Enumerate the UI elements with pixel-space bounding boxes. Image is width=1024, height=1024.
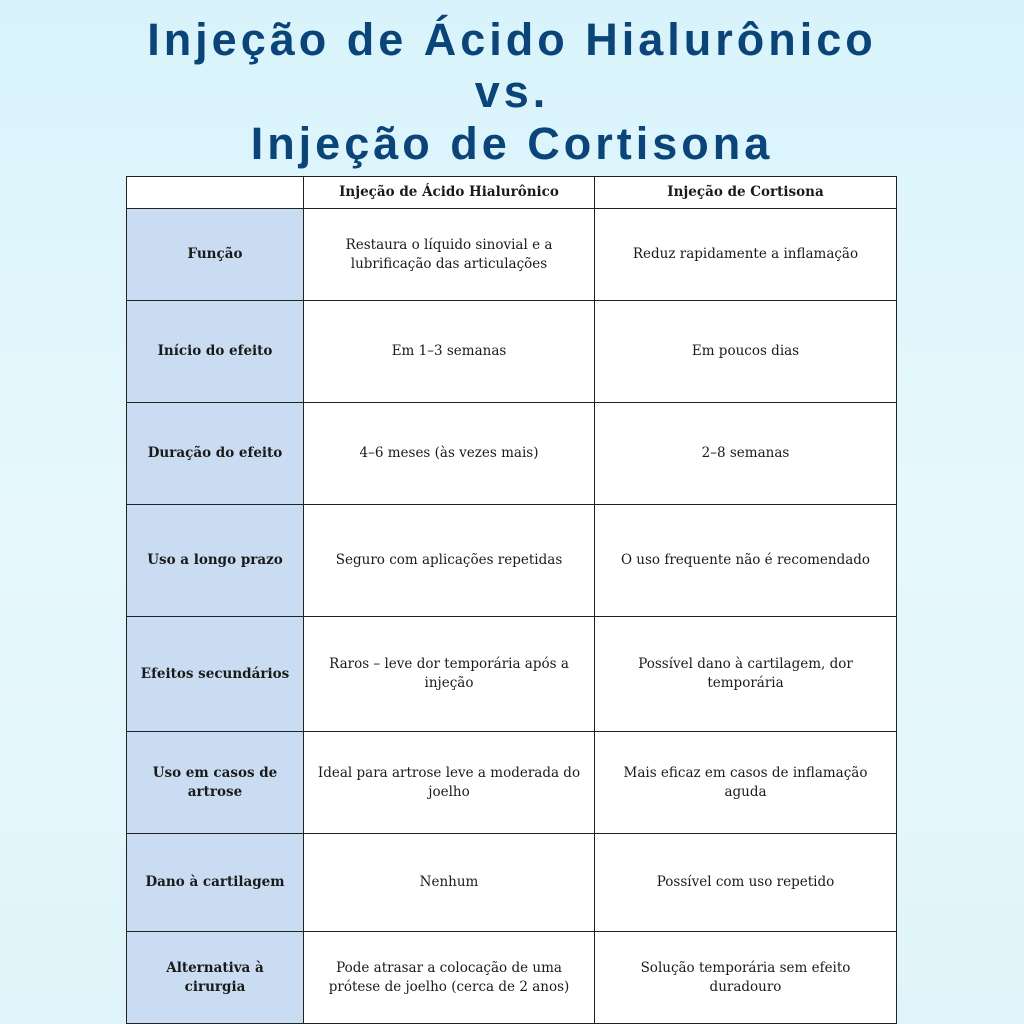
cortisone-cell: Em poucos dias	[595, 301, 897, 403]
table-header-hyaluronic: Injeção de Ácido Hialurônico	[304, 177, 595, 209]
table-row	[127, 932, 897, 1024]
table-row	[127, 505, 897, 617]
title-line-3: Injeção de Cortisona	[250, 118, 774, 169]
row-label: Alternativa à cirurgia	[127, 932, 304, 1024]
hyaluronic-cell: Restaura o líquido sinovial e a lubrificação das articulações	[304, 209, 595, 301]
table-row	[127, 403, 897, 505]
cortisone-cell: Possível dano à cartilagem, dor temporária	[595, 617, 897, 732]
table-row	[127, 617, 897, 732]
cortisone-cell: Mais eficaz em casos de inflamação aguda	[595, 732, 897, 834]
hyaluronic-cell: Em 1–3 semanas	[304, 301, 595, 403]
row-label: Uso em casos de artrose	[127, 732, 304, 834]
table-header-cortisone: Injeção de Cortisona	[595, 177, 897, 209]
table-header-row	[127, 177, 897, 209]
table-row	[127, 301, 897, 403]
row-label: Efeitos secundários	[127, 617, 304, 732]
row-label: Uso a longo prazo	[127, 505, 304, 617]
page-title	[0, 14, 1024, 170]
hyaluronic-cell: 4–6 meses (às vezes mais)	[304, 403, 595, 505]
title-line-2: vs.	[474, 66, 550, 117]
cortisone-cell: Possível com uso repetido	[595, 834, 897, 932]
hyaluronic-cell: Seguro com aplicações repetidas	[304, 505, 595, 617]
row-label: Duração do efeito	[127, 403, 304, 505]
table-row	[127, 834, 897, 932]
hyaluronic-cell: Pode atrasar a colocação de uma prótese de joelho (cerca de 2 anos)	[304, 932, 595, 1024]
row-label: Função	[127, 209, 304, 301]
row-label: Dano à cartilagem	[127, 834, 304, 932]
cortisone-cell: Reduz rapidamente a inflamação	[595, 209, 897, 301]
title-line-1: Injeção de Ácido Hialurônico	[147, 14, 877, 65]
cortisone-cell: Solução temporária sem efeito duradouro	[595, 932, 897, 1024]
cortisone-cell: O uso frequente não é recomendado	[595, 505, 897, 617]
hyaluronic-cell: Ideal para artrose leve a moderada do joelho	[304, 732, 595, 834]
row-label: Início do efeito	[127, 301, 304, 403]
hyaluronic-cell: Raros – leve dor temporária após a injeção	[304, 617, 595, 732]
cortisone-cell: 2–8 semanas	[595, 403, 897, 505]
comparison-table	[126, 176, 897, 1024]
table-row	[127, 209, 897, 301]
hyaluronic-cell: Nenhum	[304, 834, 595, 932]
table-header-corner	[127, 177, 304, 209]
table-row	[127, 732, 897, 834]
